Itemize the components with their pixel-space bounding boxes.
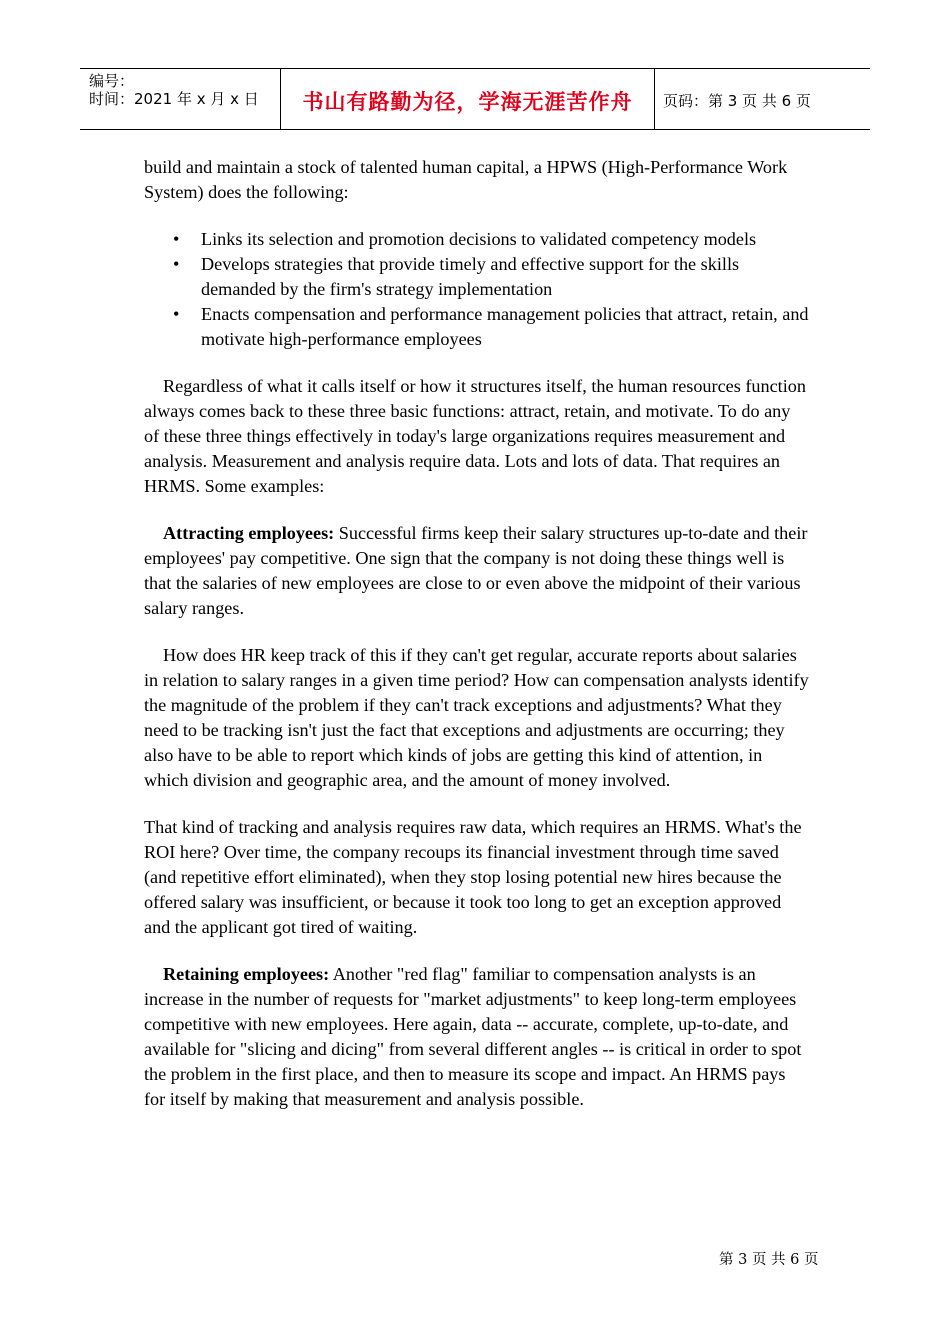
list-item: • Enacts compensation and performance management policies that attract, retain, and motivate high-performance employees: [201, 302, 809, 352]
page-header: [80, 68, 870, 130]
document-body: [144, 155, 809, 1134]
header-page-cell: [654, 69, 870, 129]
attracting-text: Successful firms keep their salary structures up-to-date and their employees' pay competitive. One sign that the company is not doing these things well is that the salaries of new employees are close to or even above the midpoint of their various salary ranges.: [144, 523, 808, 618]
date-label: 时间：2021 年 x 月 x 日: [89, 90, 259, 108]
header-motto-cell: [280, 69, 655, 129]
page-footer: 第 3 页 共 6 页: [719, 1252, 819, 1268]
retaining-heading: Retaining employees:: [163, 964, 330, 984]
list-item: • Develops strategies that provide timely and effective support for the skills demanded by the firm's strategy implementation: [201, 252, 809, 302]
list-item: • Links its selection and promotion decisions to validated competency models: [201, 227, 809, 252]
attracting-paragraph: [144, 521, 809, 621]
attracting-heading: Attracting employees:: [163, 523, 335, 543]
retaining-text: Another "red flag" familiar to compensation analysts is an increase in the number of requests for "market adjustments" to keep long-term employees competitive with new employees. Here again, data -- accurate, complete, up-to-date, and available for "slicing and dicing" from several different angles -- is critical in order to spot the problem in the first place, and then to measure its scope and impact. An HRMS pays for itself by making that measurement and analysis possible.: [144, 964, 802, 1109]
header-meta-cell: [80, 69, 280, 129]
roi-paragraph: That kind of tracking and analysis requires raw data, which requires an HRMS. What's the ROI here? Over time, the company recoups its financial investment through time saved (and repetitive effort eliminated), when they stop losing potential new hires because the offered salary was insufficient, or because it took too long to get an exception approved and the applicant got tired of waiting.: [144, 817, 802, 937]
motto: 书山有路勤为径，学海无涯苦作舟: [302, 90, 633, 114]
hpws-list: [144, 227, 809, 352]
header-page-info: 页码：第 3 页 共 6 页: [663, 92, 811, 110]
retaining-paragraph: [144, 962, 809, 1112]
intro-paragraph: build and maintain a stock of talented human capital, a HPWS (High-Performance Work System) does the following:: [144, 157, 788, 202]
functions-paragraph: Regardless of what it calls itself or how it structures itself, the human resources function always comes back to these three basic functions: attract, retain, and motivate. To do any of these three things effectively in today's large organizations requires measurement and analysis. Measurement and analysis require data. Lots and lots of data. That requires an HRMS. Some examples:: [144, 376, 806, 496]
serial-number-label: 编号：: [89, 72, 135, 90]
tracking-paragraph: How does HR keep track of this if they can't get regular, accurate reports about salaries in relation to salary ranges in a given time period? How can compensation analysts identify the magnitude of the problem if they can't track exceptions and adjustments? What they need to be tracking isn't just the fact that exceptions and adjustments are occurring; they also have to be able to report which kinds of jobs are getting this kind of attention, in which division and geographic area, and the amount of money involved.: [144, 645, 809, 790]
